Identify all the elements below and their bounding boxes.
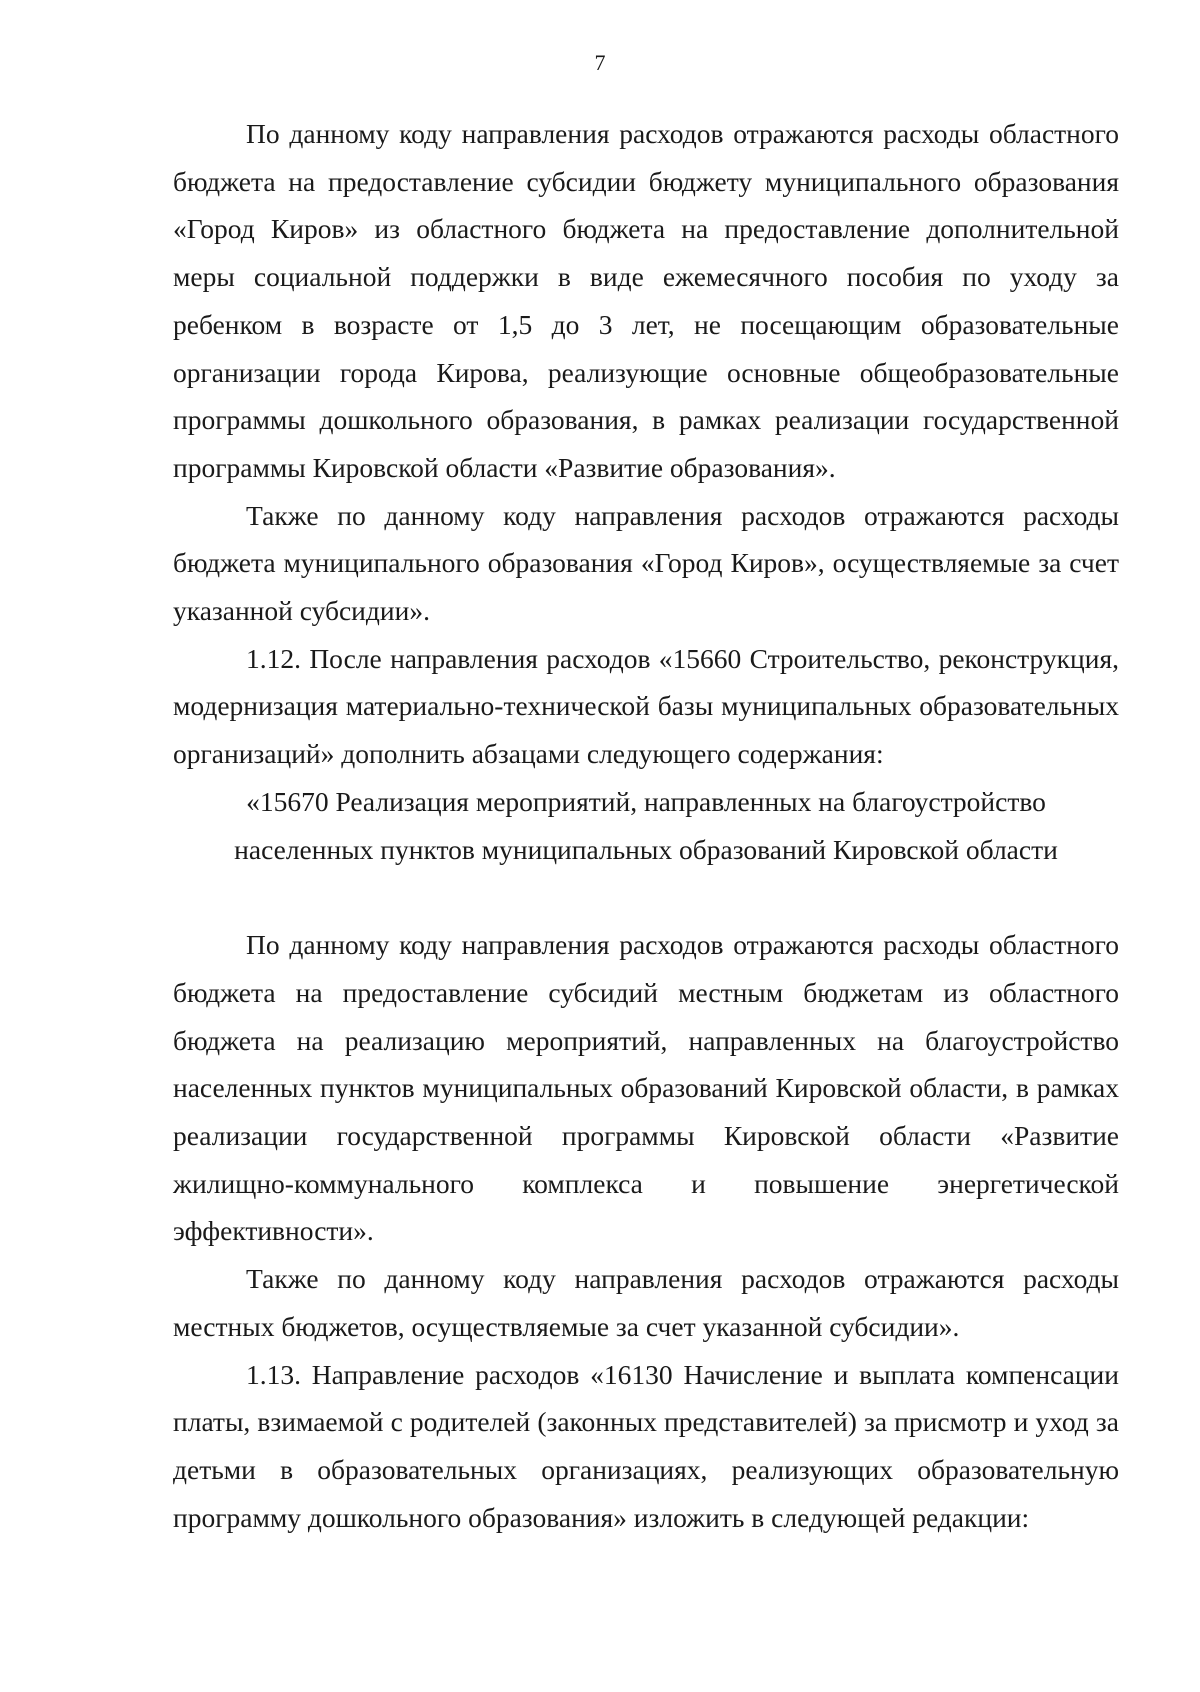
section-heading-15670-line2: населенных пунктов муниципальных образований Кировской области [234,833,1058,865]
paragraph-subsidy-childcare: По данному коду направления расходов отражаются расходы областного бюджета на предоставление субсидии бюджету муниципального образования «Город Киров» из областного бюджета на предоставление дополнительной меры социальной поддержки в виде ежемесячного пособия по уходу за ребенком в возрасте от 1,5 до 3 лет, не посещающим образовательные организации города Кирова, реализующие основные общеобразовательные программы дошкольного образования, в рамках реализации государственной программы Кировской области «Развитие образования». [173,118,1119,483]
paragraph-also-local-budgets: Также по данному коду направления расходов отражаются расходы местных бюджетов, осуществляемые за счет указанной субсидии». [173,1263,1119,1342]
paragraph-subsidy-landscaping: По данному коду направления расходов отражаются расходы областного бюджета на предоставление субсидий местным бюджетам из областного бюджета на реализацию мероприятий, направленных на благоустройство населенных пунктов муниципальных образований Кировской области, в рамках реализации государственной программы Кировской области «Развитие жилищно-коммунального комплекса и повышение энергетической эффективности». [173,929,1119,1247]
document-body [173,110,1119,1541]
blank-line [173,873,1119,921]
section-heading-15670-line1: «15670 Реализация мероприятий, направленных на благоустройство [246,785,1046,817]
paragraph-item-1-13: 1.13. Направление расходов «16130 Начисление и выплата компенсации платы, взимаемой с родителей (законных представителей) за присмотр и уход за детьми в образовательных организациях, реализующих образовательную программу дошкольного образования» изложить в следующей редакции: [173,1358,1119,1533]
page-number: 7 [594,50,606,75]
paragraph-also-city-budget: Также по данному коду направления расходов отражаются расходы бюджета муниципального образования «Город Киров», осуществляемые за счет указанной субсидии». [173,499,1119,627]
paragraph-item-1-12: 1.12. После направления расходов «15660 Строительство, реконструкция, модернизация материально-технической базы муниципальных образовательных организаций» дополнить абзацами следующего содержания: [173,642,1119,770]
